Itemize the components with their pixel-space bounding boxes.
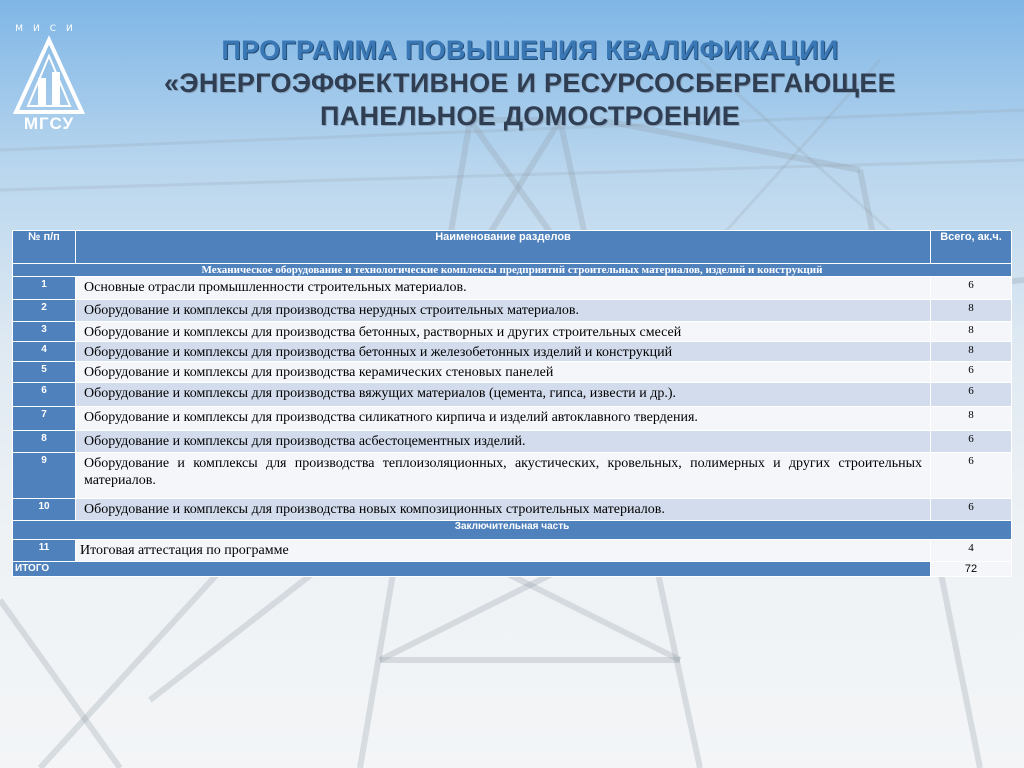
total-label: ИТОГО [13,562,931,577]
header-name: Наименование разделов [76,231,931,264]
title-line-1: ПРОГРАММА ПОВЫШЕНИЯ КВАЛИФИКАЦИИ [221,35,839,65]
header-num: № п/п [13,231,76,264]
row-name: Оборудование и комплексы для производства керамических стеновых панелей [76,362,931,383]
table-row [13,322,1012,342]
row-num: 3 [13,322,76,342]
table-row [13,362,1012,383]
row-name: Основные отрасли промышленности строительных материалов. [76,277,931,300]
row-name: Оборудование и комплексы для производства бетонных, растворных и других строительных смесей [76,322,931,342]
row-num: 8 [13,431,76,453]
total-value: 72 [931,562,1012,577]
row-num: 7 [13,407,76,431]
row-num: 1 [13,277,76,300]
total-row [13,562,1012,577]
row-name: Оборудование и комплексы для производства нерудных строительных материалов. [76,300,931,322]
header-hours: Всего, ак.ч. [931,231,1012,264]
row-num: 11 [13,540,76,562]
row-num: 4 [13,342,76,362]
row-hours: 6 [931,383,1012,407]
row-hours: 8 [931,300,1012,322]
row-hours: 8 [931,322,1012,342]
row-name: Оборудование и комплексы для производства вяжущих материалов (цемента, гипса, извести и др.). [76,383,931,407]
row-hours: 4 [931,540,1012,562]
row-hours: 6 [931,431,1012,453]
table-row [13,300,1012,322]
row-hours: 8 [931,407,1012,431]
table-row [13,540,1012,562]
row-num: 5 [13,362,76,383]
row-num: 2 [13,300,76,322]
row-name: Оборудование и комплексы для производства силикатного кирпича и изделий автоклавного твердения. [76,407,931,431]
section-2-title: Заключительная часть [13,521,1012,540]
row-name: Оборудование и комплексы для производства асбестоцементных изделий. [76,431,931,453]
row-hours: 6 [931,277,1012,300]
row-name: Оборудование и комплексы для производства теплоизоляционных, акустических, кровельных, полимерных и других строительных материалов. [76,453,931,499]
row-num: 9 [13,453,76,499]
program-table [12,230,1012,577]
row-name: Итоговая аттестация по программе [76,540,931,562]
page-title [100,34,960,133]
row-name: Оборудование и комплексы для производства новых композиционных строительных материалов. [76,499,931,521]
row-hours: 8 [931,342,1012,362]
row-name: Оборудование и комплексы для производства бетонных и железобетонных изделий и конструкций [76,342,931,362]
section-header-row [13,264,1012,277]
table-header-row [13,231,1012,264]
title-line-3: ПАНЕЛЬНОЕ ДОМОСТРОЕНИЕ [320,101,740,131]
row-hours: 6 [931,453,1012,499]
table-row [13,277,1012,300]
row-hours: 6 [931,499,1012,521]
table-row [13,342,1012,362]
section-1-title: Механическое оборудование и технологические комплексы предприятий строительных материалов, изделий и конструкций [13,264,1012,277]
logo-letters: МИСИ [15,24,83,34]
title-line-2: «ЭНЕРГОЭФФЕКТИВНОЕ И РЕСУРСОСБЕРЕГАЮЩЕЕ [164,68,896,98]
mgsu-logo [10,18,88,138]
logo-caption: МГСУ [23,114,75,133]
section-header-row [13,521,1012,540]
table-row [13,431,1012,453]
table-row [13,407,1012,431]
table-row [13,499,1012,521]
row-num: 10 [13,499,76,521]
table-row [13,383,1012,407]
table-row [13,453,1012,499]
row-num: 6 [13,383,76,407]
row-hours: 6 [931,362,1012,383]
